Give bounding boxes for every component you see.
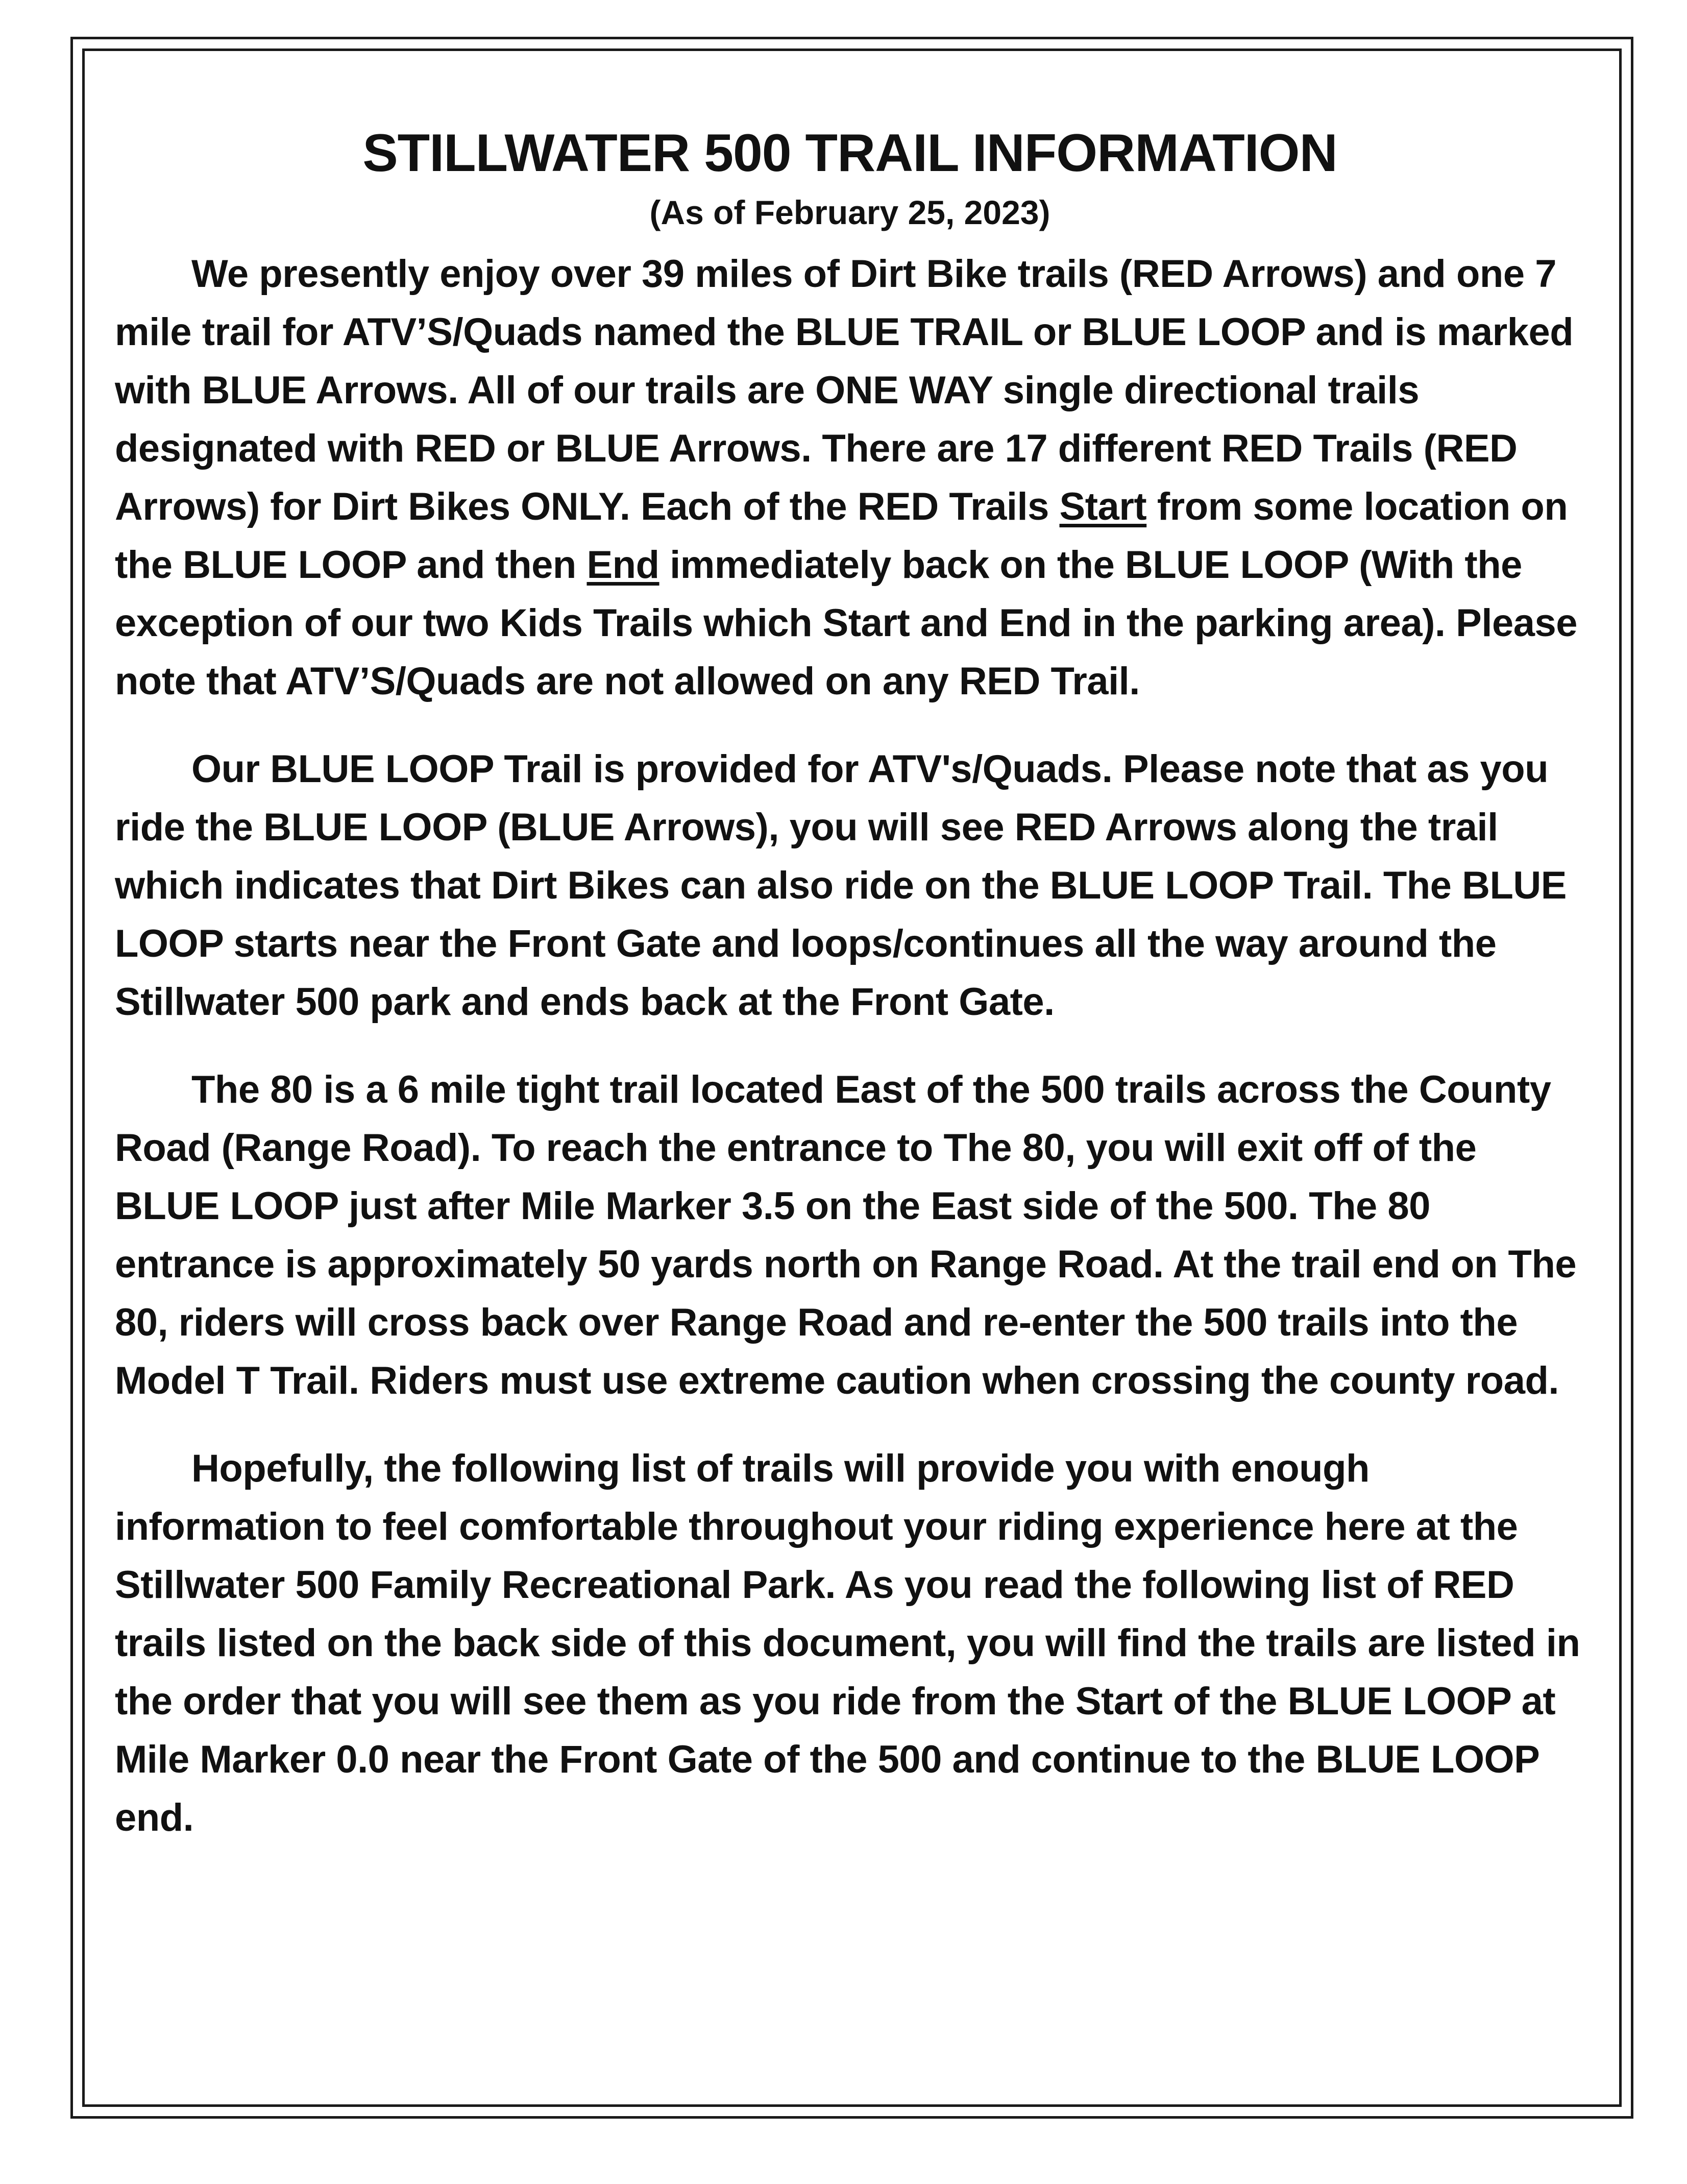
paragraph-1-part-a: We presently enjoy over 39 miles of Dirt Bike trails (RED Arrows) and one 7 mile trail for ATV’S/Quads named the BLUE TRAIL or BLUE LOOP and is marked with BLUE Arrows. All of our trails are ONE WAY single directional trails designated with RED or BLUE Arrows. There are 17 different RED Trails (RED Arrows) for Dirt Bikes ONLY. Each of the RED Trails (115, 252, 1574, 528)
paragraph-blue-loop: Our BLUE LOOP Trail is provided for ATV's/Quads. Please note that as you ride the BLUE LOOP (BLUE Arrows), you will see RED Arrows along the trail which indicates that Dirt Bikes can also ride on the BLUE LOOP Trail. The BLUE LOOP starts near the Front Gate and loops/continues all the way around the Stillwater 500 park and ends back at the Front Gate. (115, 747, 1567, 1024)
paragraph-the-80: The 80 is a 6 mile tight trail located East of the 500 trails across the County Road (Range Road). To reach the entrance to The 80, you will exit off of the BLUE LOOP just after Mile Marker 3.5 on the East side of the 500. The 80 entrance is approximately 50 yards north on Range Road. At the trail end on The 80, riders will cross back over Range Road and re-enter the 500 trails into the Model T Trail. Riders must use extreme caution when crossing the county road. (115, 1068, 1577, 1402)
end-underlined: End (586, 543, 659, 587)
paragraph-trail-list-intro: Hopefully, the following list of trails will provide you with enough information to feel comfortable throughout your riding experience here at the Stillwater 500 Family Recreational Park. As you read the following list of RED trails listed on the back side of this document, you will find the trails are listed in the order that you will see them as you ride from the Start of the BLUE LOOP at Mile Marker 0.0 near the Front Gate of the 500 and continue to the BLUE LOOP end. (115, 1447, 1580, 1839)
paragraph-1-part-b: from some location on the BLUE LOOP and then (115, 485, 1568, 587)
page-title: STILLWATER 500 TRAIL INFORMATION (362, 124, 1337, 183)
document-body (115, 123, 1585, 1847)
paragraph-trails-overview (115, 245, 1585, 711)
paragraph-1-part-c: immediately back on the BLUE LOOP (With the exception of our two Kids Trails which Start and End in the parking area). Please note that ATV’S/Quads are not allowed on any RED Trail. (115, 543, 1578, 703)
start-underlined: Start (1059, 485, 1147, 528)
date-line: (As of February 25, 2023) (649, 193, 1050, 231)
